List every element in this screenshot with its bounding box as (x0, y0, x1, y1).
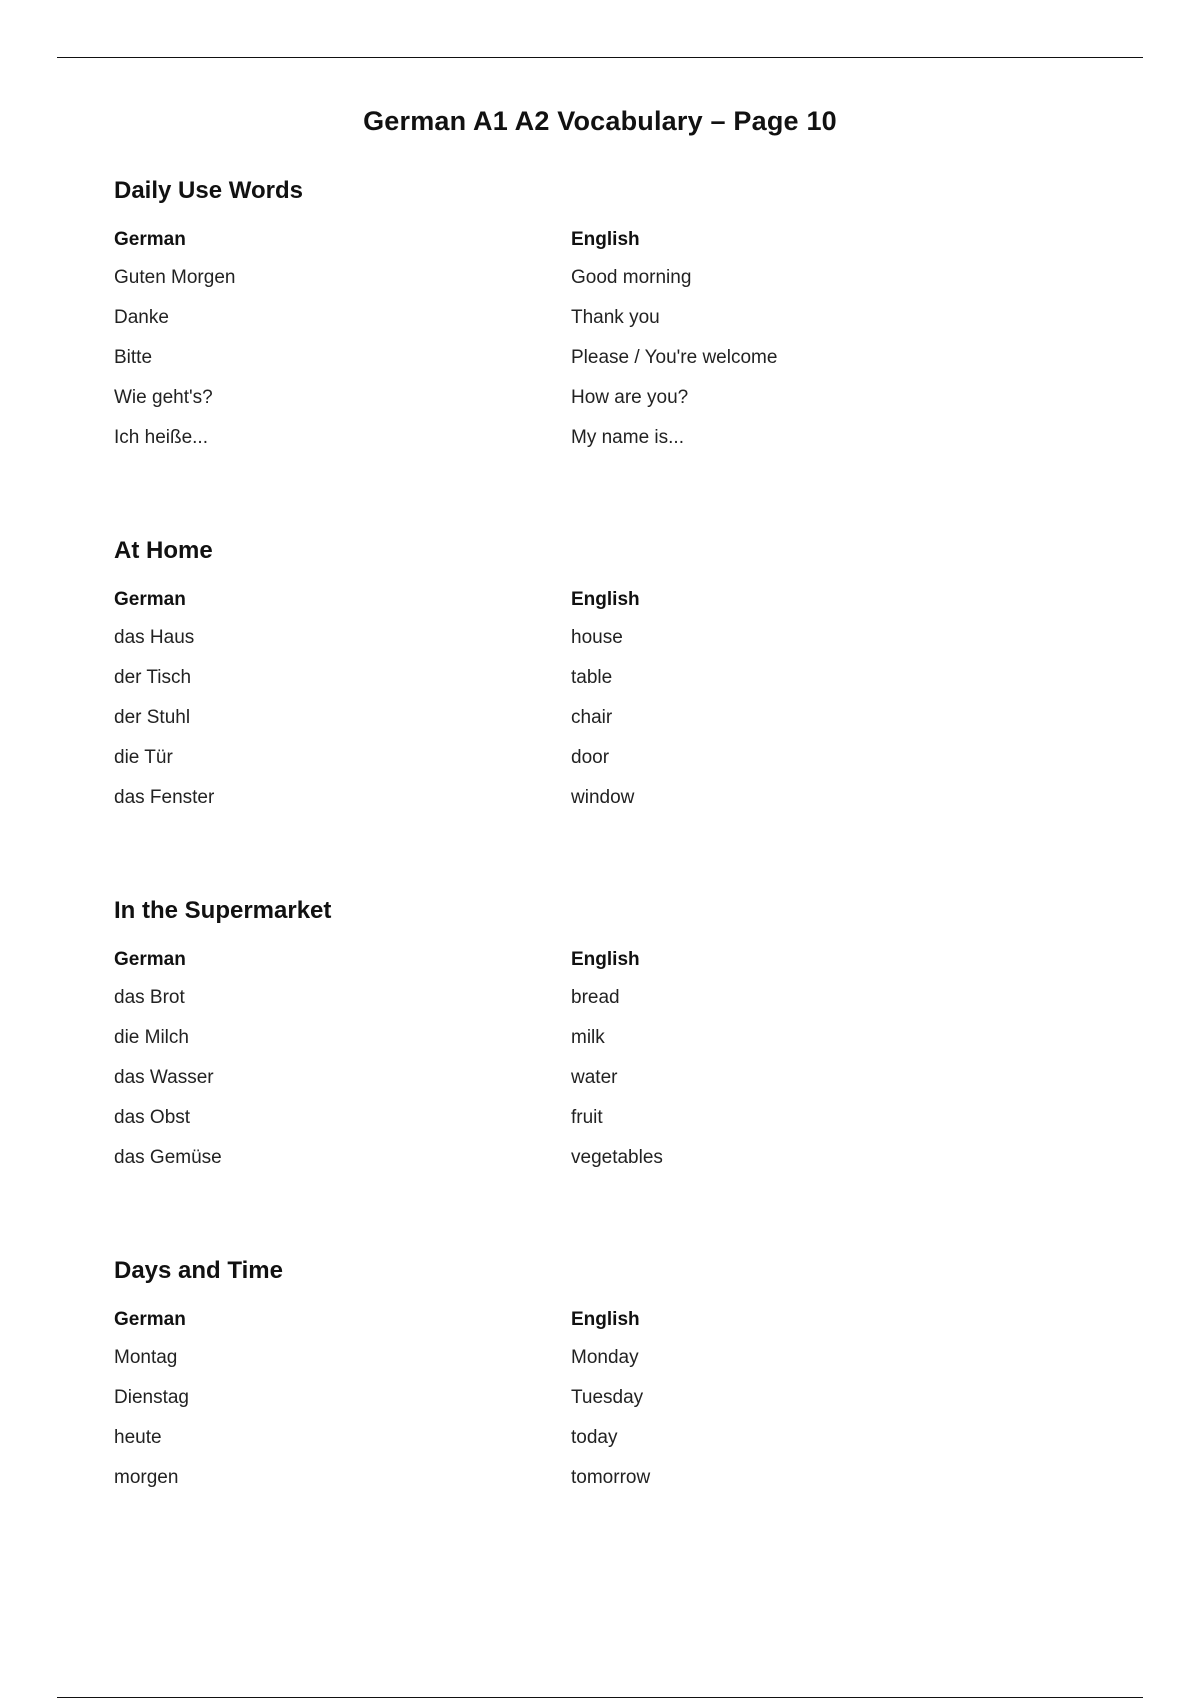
page-title: German A1 A2 Vocabulary – Page 10 (363, 106, 837, 137)
english-translation: bread (571, 987, 620, 1008)
table-header-row (114, 588, 874, 626)
german-word: Montag (114, 1347, 178, 1368)
table-row (114, 1026, 874, 1066)
english-translation: How are you? (571, 387, 689, 408)
german-word: das Obst (114, 1107, 191, 1128)
english-translation: Please / You're welcome (571, 347, 778, 368)
german-column-header: German (114, 1309, 186, 1330)
german-word: das Gemüse (114, 1147, 222, 1168)
vocab-table (114, 588, 874, 810)
table-row (114, 386, 874, 426)
german-word: das Fenster (114, 787, 215, 808)
vocab-table (114, 1308, 874, 1490)
german-column-header: German (114, 589, 186, 610)
vocab-table (114, 948, 874, 1170)
vocab-section (114, 1256, 1074, 1616)
english-translation: fruit (571, 1107, 603, 1128)
table-row (114, 1066, 874, 1106)
table-row (114, 346, 874, 386)
table-row (114, 666, 874, 706)
german-word: heute (114, 1427, 162, 1448)
table-row (114, 706, 874, 746)
table-row (114, 626, 874, 666)
english-translation: house (571, 627, 623, 648)
table-row (114, 426, 874, 450)
english-translation: door (571, 747, 610, 768)
german-word: die Tür (114, 747, 173, 768)
english-translation: Monday (571, 1347, 639, 1368)
german-word: Bitte (114, 347, 153, 368)
english-translation: Good morning (571, 267, 692, 288)
german-word: morgen (114, 1467, 179, 1488)
section-title: Days and Time (114, 1257, 283, 1284)
table-header-row (114, 228, 874, 266)
vocab-section (114, 536, 1074, 896)
table-row (114, 1346, 874, 1386)
english-column-header: English (571, 949, 640, 970)
table-row (114, 1106, 874, 1146)
german-word: das Brot (114, 987, 185, 1008)
german-word: Dienstag (114, 1387, 189, 1408)
english-translation: today (571, 1427, 618, 1448)
table-row (114, 786, 874, 810)
german-word: der Tisch (114, 667, 192, 688)
english-translation: tomorrow (571, 1467, 651, 1488)
bottom-rule (57, 1697, 1143, 1698)
table-row (114, 266, 874, 306)
table-row (114, 1426, 874, 1466)
top-rule (57, 57, 1143, 58)
english-translation: Tuesday (571, 1387, 644, 1408)
section-title: Daily Use Words (114, 177, 303, 204)
german-word: das Haus (114, 627, 195, 648)
english-translation: table (571, 667, 613, 688)
english-column-header: English (571, 1309, 640, 1330)
table-row (114, 1386, 874, 1426)
section-title: In the Supermarket (114, 897, 332, 924)
english-translation: My name is... (571, 427, 684, 448)
table-row (114, 746, 874, 786)
german-column-header: German (114, 229, 186, 250)
english-translation: milk (571, 1027, 605, 1048)
vocab-section (114, 896, 1074, 1256)
english-translation: chair (571, 707, 613, 728)
german-word: Wie geht's? (114, 387, 213, 408)
german-word: Danke (114, 307, 169, 328)
english-translation: window (571, 787, 635, 808)
english-column-header: English (571, 589, 640, 610)
english-translation: water (571, 1067, 618, 1088)
english-column-header: English (571, 229, 640, 250)
german-word: der Stuhl (114, 707, 191, 728)
german-word: Ich heiße... (114, 427, 208, 448)
vocab-section (114, 176, 1074, 536)
german-word: die Milch (114, 1027, 189, 1048)
table-row (114, 1466, 874, 1490)
german-word: Guten Morgen (114, 267, 236, 288)
vocab-table (114, 228, 874, 450)
table-row (114, 986, 874, 1026)
table-header-row (114, 1308, 874, 1346)
german-word: das Wasser (114, 1067, 214, 1088)
table-header-row (114, 948, 874, 986)
german-column-header: German (114, 949, 186, 970)
english-translation: vegetables (571, 1147, 663, 1168)
english-translation: Thank you (571, 307, 660, 328)
table-row (114, 306, 874, 346)
section-title: At Home (114, 537, 213, 564)
table-row (114, 1146, 874, 1170)
vocabulary-sections (114, 176, 1074, 1616)
